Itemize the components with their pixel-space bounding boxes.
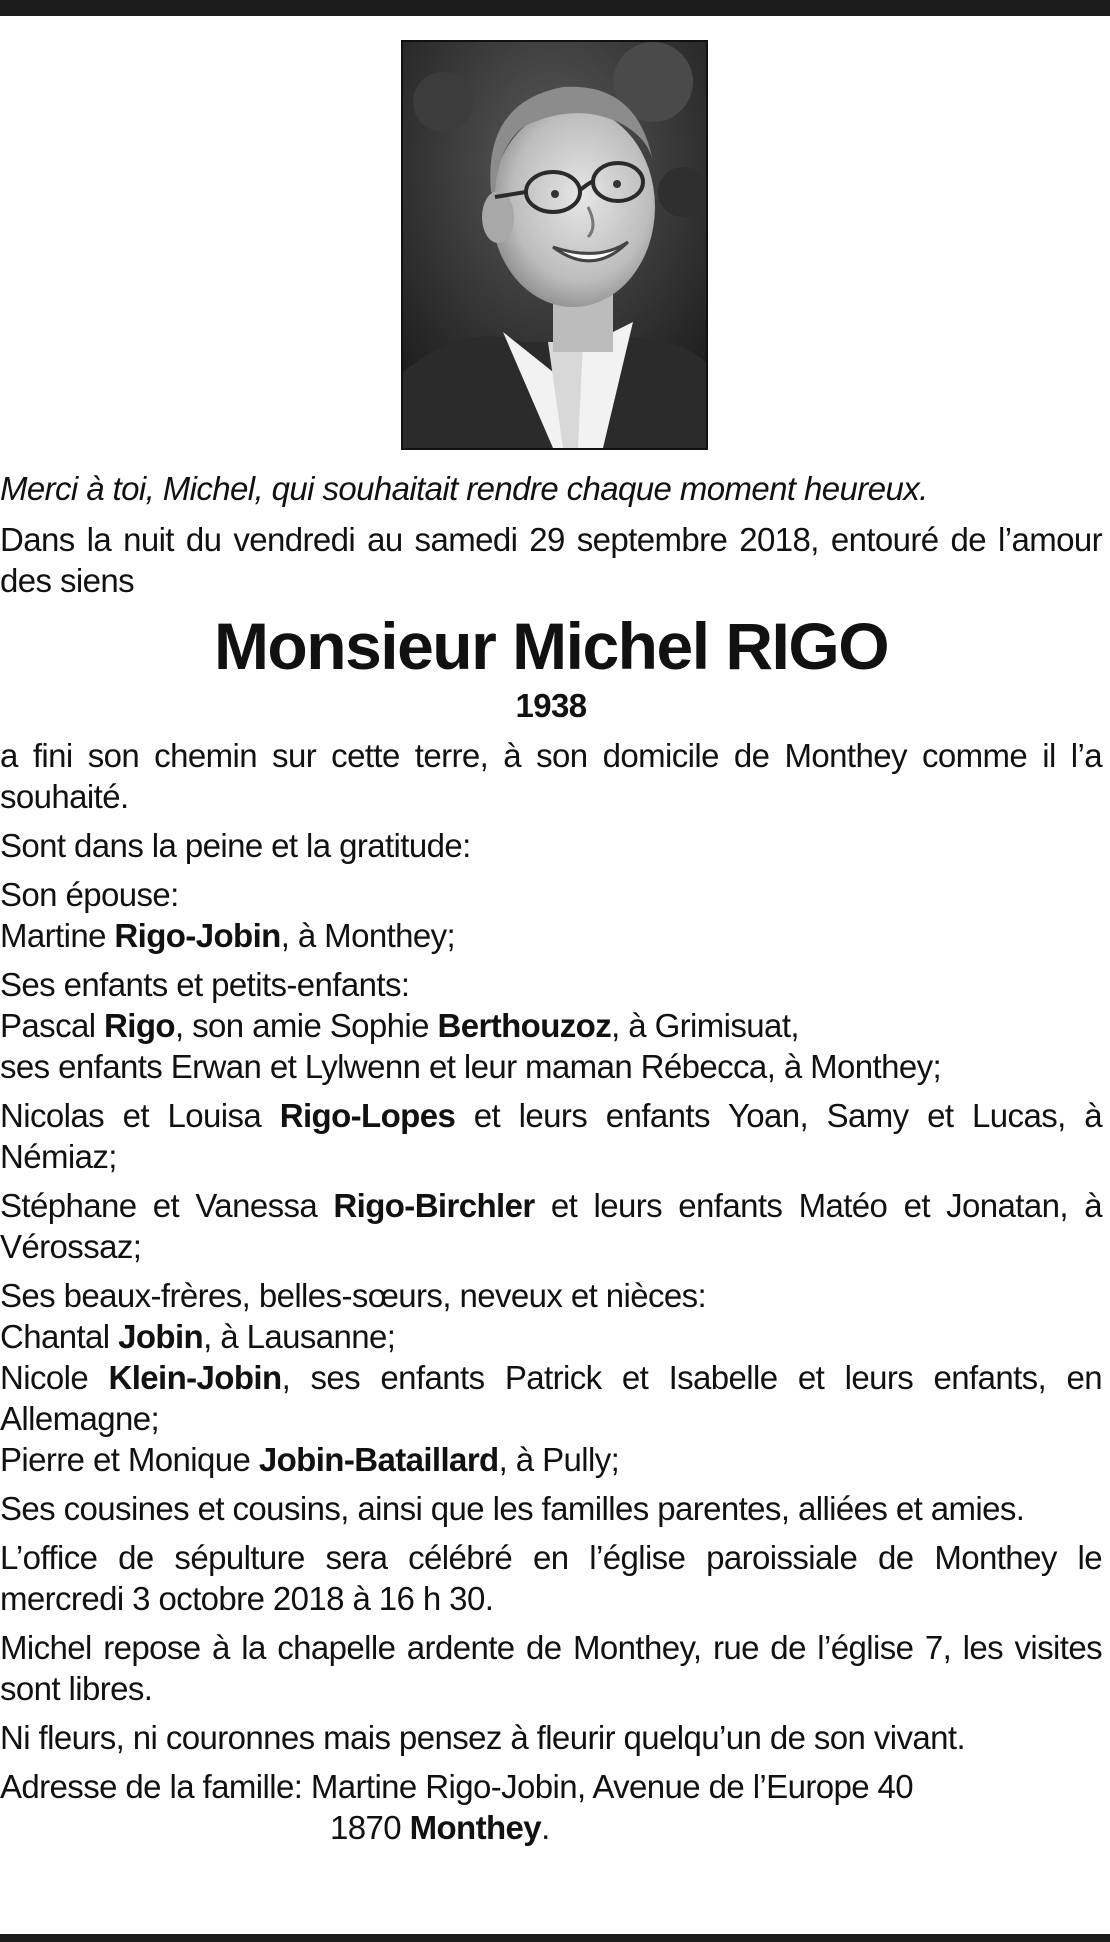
portrait-photo [401,40,708,450]
address-city-line: 1870 Monthey. [330,1809,550,1846]
birth-year: 1938 [515,687,587,724]
child-pascal-kids: ses enfants Erwan et Lylwenn et leur maman Rébecca, à Monthey; [0,1048,942,1085]
flowers-text: Ni fleurs, ni couronnes mais pensez à fleurir quelqu’un de son vivant. [0,1719,966,1756]
mourners-intro: Sont dans la peine et la gratitude: [0,827,471,864]
address-line: Adresse de la famille: Martine Rigo-Jobin, Avenue de l’Europe 40 [0,1768,914,1805]
inlaw-chantal: Chantal Jobin, à Lausanne; [0,1318,396,1355]
child-nicolas: Nicolas et Louisa Rigo-Lopes et leurs enfants Yoan, Samy et Lucas, à Némiaz; [0,1097,1103,1175]
bottom-rule [0,1934,1110,1942]
service-text: L’office de sépulture sera célébré en l’église paroissiale de Monthey le mercredi 3 octobre 2018 à 16 h 30. [0,1539,1102,1617]
portrait-illustration [403,42,706,448]
children-section [0,964,1102,1087]
cousins-text: Ses cousines et cousins, ainsi que les familles parentes, alliées et amies. [0,1490,1025,1527]
inlaws-section [0,1275,1102,1480]
inlaw-pierre: Pierre et Monique Jobin-Bataillard, à Pully; [0,1441,620,1478]
inlaw-nicole: Nicole Klein-Jobin, ses enfants Patrick et Isabelle et leurs enfants, en Allemagne; [0,1359,1102,1437]
spouse-section [0,874,1102,956]
children-heading: Ses enfants et petits-enfants: [0,966,410,1003]
child-stephane: Stéphane et Vanessa Rigo-Birchler et leurs enfants Matéo et Jonatan, à Vérossaz; [0,1187,1102,1265]
intro-quote: Merci à toi, Michel, qui souhaitait rendre chaque moment heureux. [0,470,928,507]
spouse-heading: Son épouse: [0,876,179,913]
spouse-line: Martine Rigo-Jobin, à Monthey; [0,917,456,954]
family-address [0,1766,1102,1848]
inlaws-heading: Ses beaux-frères, belles-sœurs, neveux et nièces: [0,1277,707,1314]
top-rule [0,0,1110,16]
child-pascal: Pascal Rigo, son amie Sophie Berthouzoz, à Grimisuat, [0,1007,799,1044]
obituary-text [0,468,1102,1848]
passing-text: a fini son chemin sur cette terre, à son domicile de Monthey comme il l’a souhaité. [0,737,1102,815]
deceased-name: Monsieur Michel RIGO [213,609,889,683]
viewing-text: Michel repose à la chapelle ardente de Monthey, rue de l’église 7, les visites sont libres. [0,1629,1102,1707]
announcement: Dans la nuit du vendredi au samedi 29 septembre 2018, entouré de l’amour des siens [0,521,1102,599]
